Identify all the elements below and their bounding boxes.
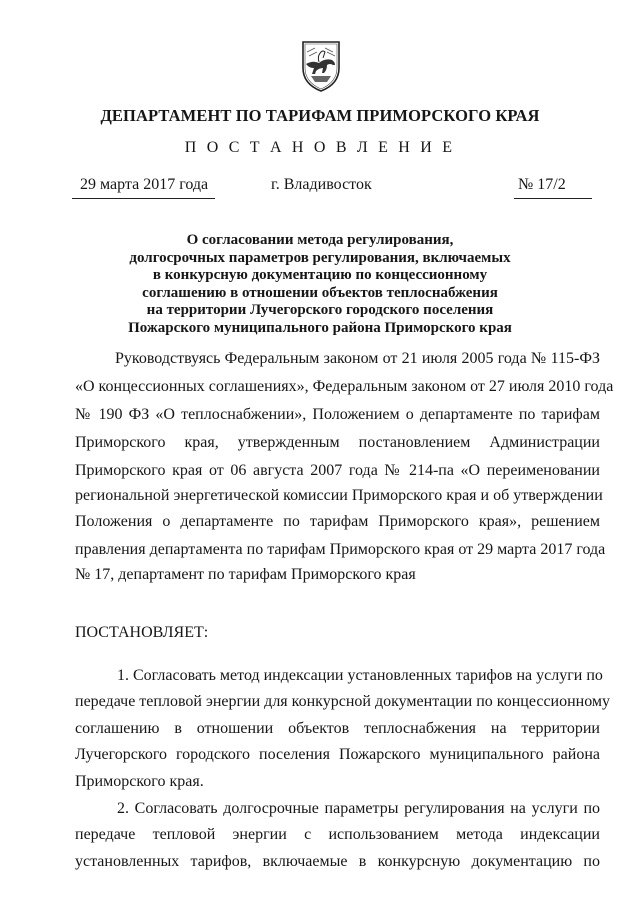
document-type: П О С Т А Н О В Л Е Н И Е	[184, 139, 456, 156]
coat-of-arms-icon	[297, 38, 345, 94]
subject-line: в конкурсную документацию по концессионному	[152, 267, 488, 284]
preamble-line: Положения о департаменте по тарифам Приморского края», решением	[75, 513, 600, 530]
item1-line: Лучегорского городского поселения Пожарского муниципального района	[75, 746, 600, 763]
subject-line: долгосрочных параметров регулирования, включаемых	[129, 249, 511, 266]
preamble-line: № 17, департамент по тарифам Приморского края	[75, 566, 416, 583]
document-number: № 17/2	[518, 176, 566, 193]
item1-line: соглашению в отношении объектов теплоснабжения на территории	[75, 720, 600, 737]
preamble-line: № 190 ФЗ «О теплоснабжении», Положением о департаменте по тарифам	[75, 406, 600, 423]
preamble-line: правления департамента по тарифам Приморского края от 29 марта 2017 года	[75, 541, 606, 558]
preamble-line: Приморского края от 06 августа 2007 года № 214-па «О переименовании	[75, 462, 600, 479]
preamble-line: региональной энергетической комиссии Приморского края и об утверждении	[75, 487, 603, 504]
document-subject	[100, 232, 540, 338]
preamble-line: Приморского края, утвержденным постановлением Администрации	[75, 434, 600, 451]
resolves-heading: ПОСТАНОВЛЯЕТ:	[75, 624, 209, 641]
document-date: 29 марта 2017 года	[80, 176, 209, 193]
item2-line: установленных тарифов, включаемые в конкурсную документацию по	[75, 853, 600, 870]
subject-line: соглашению в отношении объектов теплоснабжения	[142, 284, 498, 301]
item1-line: Приморского края.	[75, 773, 204, 790]
date-underline	[72, 198, 215, 199]
subject-line: на территории Лучегорского городского поселения	[146, 302, 494, 319]
item2-line: передаче тепловой энергии с использованием метода индексации	[75, 826, 600, 843]
number-underline	[514, 198, 592, 199]
preamble-line: «О концессионных соглашениях», Федеральным законом от 27 июля 2010 года	[75, 378, 614, 395]
item1-line: 1. Согласовать метод индексации установленных тарифов на услуги по	[117, 667, 603, 684]
subject-line: Пожарского муниципального района Приморского края	[128, 319, 512, 336]
preamble-line: Руководствуясь Федеральным законом от 21 июля 2005 года № 115-ФЗ	[115, 350, 600, 367]
item2-line: 2. Согласовать долгосрочные параметры регулирования на услуги по	[117, 800, 600, 817]
department-title: ДЕПАРТАМЕНТ ПО ТАРИФАМ ПРИМОРСКОГО КРАЯ	[100, 106, 540, 125]
document-city: г. Владивосток	[271, 176, 372, 193]
item1-line: передаче тепловой энергии для конкурсной документации по концессионному	[75, 693, 611, 710]
subject-line: О согласовании метода регулирования,	[186, 232, 454, 248]
